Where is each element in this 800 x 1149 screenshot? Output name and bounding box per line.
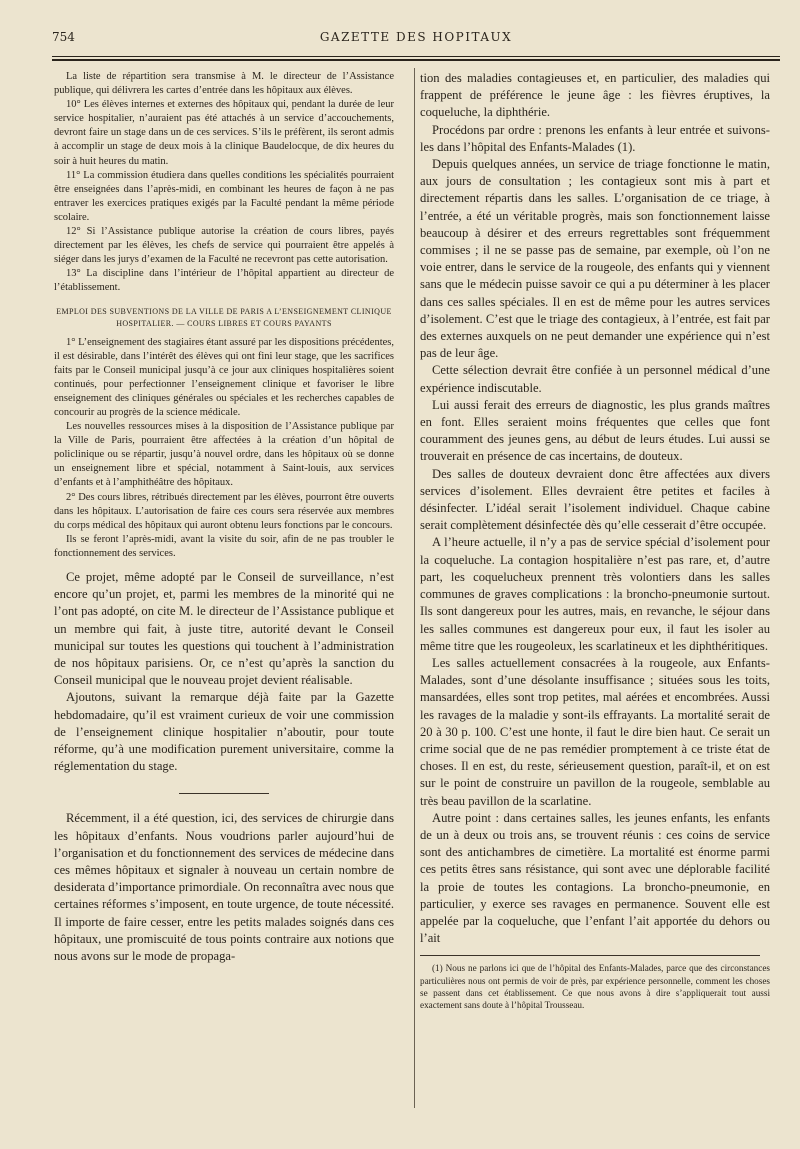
paragraph: 12° Si l’Assistance publique autorise la création de cours libres, payés directement par les élèves, les chefs de service qui pourraient être appelés à siéger dans les jurys d’examen de la Faculté ne recevront pas cette autorisation. — [54, 226, 394, 266]
paragraph: Lui aussi ferait des erreurs de diagnostic, les plus grands maîtres en font. Elles seraient moins fréquentes que celles que font couramment des jeunes gens, au début de leurs études. Lui aussi se trouverait en présence de cas incertains, de douteux. — [420, 397, 770, 464]
page-header — [52, 30, 780, 50]
paragraph: Autre point : dans certaines salles, les jeunes enfants, les enfants de un à deux ou trois ans, se trouvent réunis : ces coins de service sont des antichambres de cimetière. La mortalité est énorme parmi ces petits êtres sans résistance, qui sont avec une déplorable facilité la proie de toutes les contagions. La broncho-pneumonie, en particulier, y exerce ses ravages en permanence. Souvent elle est appelée par la coqueluche, que l’enfant l’ait apportée du dehors ou l’ait — [420, 810, 770, 946]
paragraph: Ils se feront l’après-midi, avant la visite du soir, afin de ne pas troubler le fonctionnement des services. — [54, 533, 394, 559]
paragraph: Les salles actuellement consacrées à la rougeole, aux Enfants-Malades, sont d’une désolante insuffisance ; situées sous les toits, mansardées, elles sont trop petites, mal aérées et encombrées. Aussi les ravages de la maladie y sont-ils effrayants. La mortalité serait de 20 à 30 p. 100. C’est une honte, il faut le dire bien haut. Ce serait un crime social que de ne pas remédier promptement à ce triste état de choses. Il en est, du reste, sérieusement question, paraît-il, et on est sur le point de construire un pavillon de la rougeole, semblable au très beau pavillon de la scarlatine. — [420, 655, 770, 808]
paragraph: Cette sélection devrait être confiée à un personnel médical d’une expérience indiscutable. — [420, 363, 770, 395]
paragraph: 1° L’enseignement des stagiaires étant assuré par les dispositions précédentes, il est désirable, dans l’intérêt des élèves qui ont fini leur stage, que les sacrifices faits par le Conseil municipal jusqu’à ce jour aux cliniques hospitalières soient continués, pour perfectionner l’enseignement clinique et favoriser le libre enseignement des cliniques générales ou spéciales et les recherches capables de concourir au progrès de la science médicale. — [54, 336, 394, 418]
paragraph: Récemment, il a été question, ici, des services de chirurgie dans les hôpitaux d’enfants. Nous voudrions parler aujourd’hui de l’organisation et du fonctionnement des services de médecine dans ces mêmes hôpitaux et signaler à nouveau un certain nombre de desiderata d’importance primordiale. On reconnaîtra avec nous que certaines réformes s’imposent, en toute urgence, de toute nécessité. Il importe de faire cesser, entre les petits malades soignés dans ces hôpitaux, une promiscuité de tous points contraire aux notions que nous avons sur le mode de propaga- — [54, 811, 394, 964]
header-rule-top — [52, 56, 780, 57]
paragraph: Ajoutons, suivant la remarque déjà faite par la Gazette hebdomadaire, qu’il est vraiment curieux de voir une commission de l’enseignement clinique hospitalier n’aboutir, pour toute réforme, qu’à une modification purement universitaire, comme la réglementation du stage. — [54, 690, 394, 774]
left-column — [54, 70, 394, 965]
section-heading: EMPLOI DES SUBVENTIONS DE LA VILLE DE PARIS A L’ENSEIGNEMENT CLINIQUE HOSPITALIER. — COURS LIBRES ET COURS PAYANTS — [56, 306, 392, 328]
paragraph: 2° Des cours libres, rétribués directement par les élèves, pourront être ouverts dans les hôpitaux. L’autorisation de faire ces cours sera réservée aux membres du corps médical des hôpitaux qui auront obtenu leurs fonctions par le concours. — [54, 491, 394, 531]
paragraph: A l’heure actuelle, il n’y a pas de service spécial d’isolement pour la coqueluche. La contagion hospitalière n’est pas rare, et, d’autre part, les coquelucheux prennent très volontiers dans les salles communes de graves complications : la broncho-pneumonie surtout. Ils sont dangereux pour les autres, mais, en revanche, le séjour dans les salles communes est dangereux pour eux, il faut les isoler au même titre que les rougeoleux, les scarlatineux et les diphthéritiques. — [420, 535, 770, 653]
paragraph: 11° La commission étudiera dans quelles conditions les spécialités pourraient être enseignées dans l’après-midi, en combinant les heures de façon à ne pas entraver les exercices pratiques exigés par la Faculté pendant la même période scolaire. — [54, 169, 394, 223]
paragraph: Procédons par ordre : prenons les enfants à leur entrée et suivons-les dans l’hôpital des Enfants-Malades (1). — [420, 122, 770, 154]
header-rule-bottom — [52, 59, 780, 61]
paragraph: Des salles de douteux devraient donc être affectées aux divers services d’isolement. Elles devraient être petites et faciles à désinfecter. L’idéal serait l’isolement individuel. Chaque cabine serait complètement désinfectée dès qu’elle cesserait d’être occupée. — [420, 466, 770, 533]
page-number: 754 — [52, 30, 75, 44]
paragraph: Depuis quelques années, un service de triage fonctionne le matin, aux jours de consultation ; les contagieux sont mis à part et directement répartis dans les salles. L’organisation de ce triage, à l’entrée, a été un véritable progrès, mais son fonctionnement laisse beaucoup à désirer et des erreurs regrettables sont fréquemment commises ; il ne se passe pas de semaine, par exemple, où l’on ne voie entrer, dans le service de la rougeole, des enfants qui y viennent sans que le médecin puisse savoir ce qui a pu déterminer à les placer dans ces salles spéciales. Il en est de même pour les autres services d’isolement. C’est que le triage des contagieux, à l’entrée, est fait par des externes auxquels on ne peut demander une expérience qui n’est pas de leur âge. — [420, 157, 770, 361]
paragraph: tion des maladies contagieuses et, en particulier, des maladies qui frappent de préférence le jeune âge : les fièvres éruptives, la coqueluche, la diphthérie. — [420, 71, 770, 120]
paragraph: 13° La discipline dans l’intérieur de l’hôpital appartient au directeur de l’établissement. — [54, 268, 394, 294]
section-separator — [179, 793, 269, 794]
footnote-separator — [420, 955, 760, 956]
paragraph: 10° Les élèves internes et externes des hôpitaux qui, pendant la durée de leur service hospitalier, n’auraient pas été attachés à un service d’accouchements, devront faire un stage dans un de ces services. S’ils le préfèrent, ils seront admis à accomplir un stage de deux mois à la clinique Baudelocque, de dix heures du soir à huit heures du matin. — [54, 99, 394, 167]
footnote: (1) Nous ne parlons ici que de l’hôpital des Enfants-Malades, parce que des circonstances particulières nous ont permis de voir de près, par expérience personnelle, comment les choses se passent dans cet établissement. Ce que nous avons à dire s’appliquerait tout aussi exactement sans doute à l’hôpital Trousseau. — [420, 963, 770, 1010]
paragraph: Les nouvelles ressources mises à la disposition de l’Assistance publique par la Ville de Paris, pourraient être affectées à la création d’un hôpital de policlinique ou se répartir, jusqu’à nouvel ordre, dans les hôpitaux où se donne un enseignement libre et spécial, notamment à Saint-louis, aux services d’enfants et à l’amphithéâtre des hôpitaux. — [54, 421, 394, 489]
column-divider — [414, 68, 415, 1108]
right-column — [420, 70, 770, 1011]
journal-title: GAZETTE DES HOPITAUX — [319, 30, 513, 44]
paragraph: Ce projet, même adopté par le Conseil de surveillance, n’est encore qu’un projet, et, parmi les membres de la minorité qui ne l’ont pas adopté, on cite M. le directeur de l’Assistance publique et un membre qui fait, à juste titre, autorité devant le Conseil municipal sur toutes les questions qui touchent à l’administration de nos hôpitaux parisiens. Or, ce n’est qu’après la sanction du Conseil municipal que le nouveau projet devient réalisable. — [54, 570, 394, 688]
paragraph: La liste de répartition sera transmise à M. le directeur de l’Assistance publique, qui délivrera les cartes d’entrée dans les hôpitaux aux élèves. — [54, 71, 394, 97]
